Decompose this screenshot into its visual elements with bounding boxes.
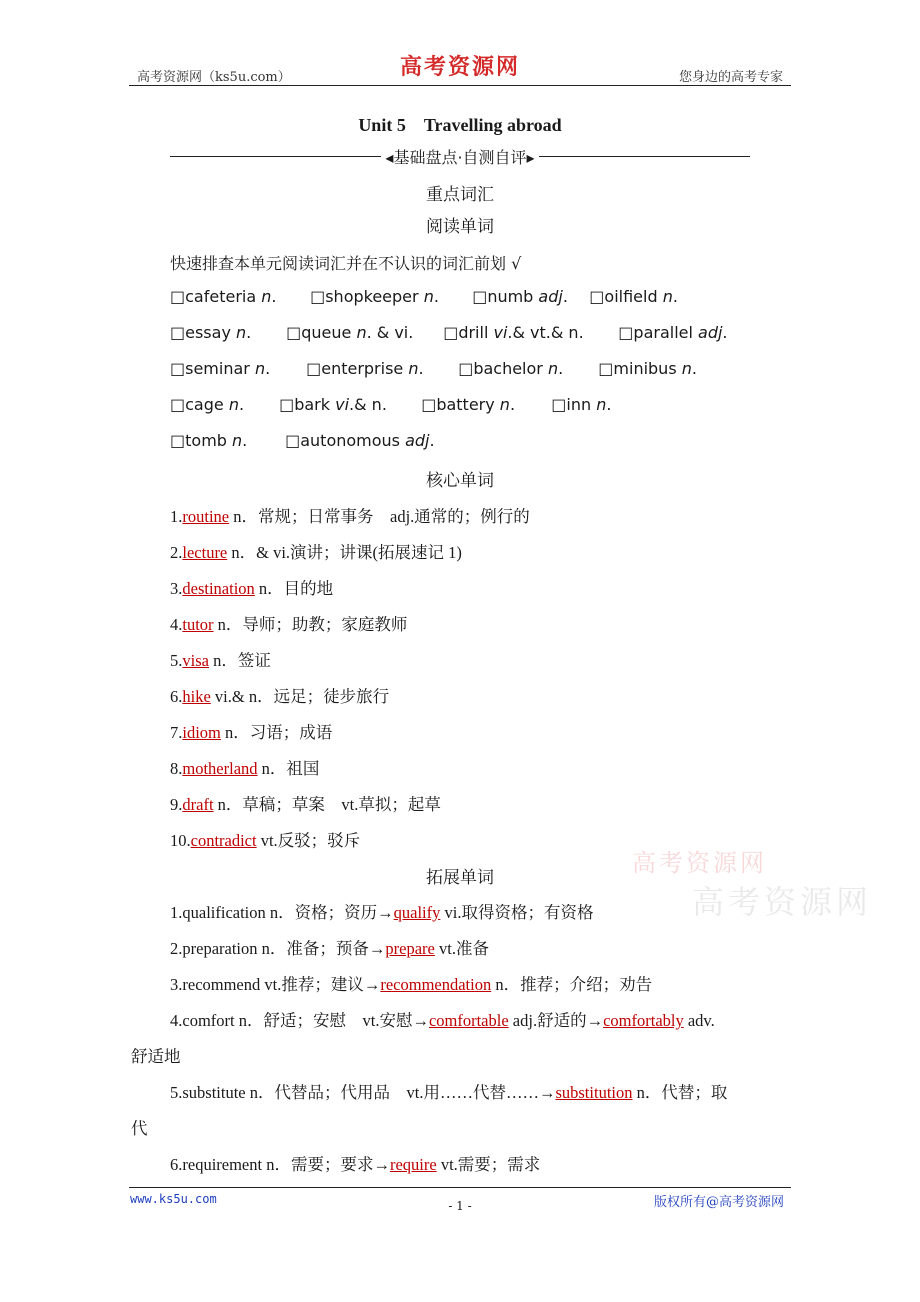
core-item: 2.lecture n．& vi.演讲；讲课(拓展速记 1): [170, 543, 462, 562]
checkbox-icon[interactable]: □: [618, 323, 634, 342]
header-rule: [129, 85, 791, 86]
banner-left-rule: [170, 156, 381, 157]
checkbox-icon[interactable]: □: [589, 287, 605, 306]
reading-word[interactable]: □bark vi.& n.: [279, 395, 387, 414]
unit-title: Unit 5 Travelling abroad: [358, 115, 562, 135]
answer-text: prepare: [385, 939, 435, 958]
reading-word[interactable]: □seminar n.: [170, 359, 271, 378]
checkbox-icon[interactable]: □: [310, 287, 326, 306]
checkbox-icon[interactable]: □: [551, 395, 567, 414]
reading-row: [170, 395, 611, 414]
core-item: 5.visa n．签证: [170, 651, 271, 670]
answer-text: destination: [182, 579, 255, 598]
reading-word[interactable]: □enterprise n.: [306, 359, 424, 378]
checkbox-icon[interactable]: □: [170, 359, 186, 378]
checkbox-icon[interactable]: □: [598, 359, 614, 378]
reading-row: [170, 359, 697, 378]
checkbox-icon[interactable]: □: [421, 395, 437, 414]
reading-word[interactable]: □battery n.: [421, 395, 516, 414]
core-item: 6.hike vi.& n．远足；徒步旅行: [170, 687, 390, 706]
footer-rule: [129, 1187, 791, 1188]
watermark: [632, 843, 882, 923]
reading-row: [170, 431, 435, 450]
reading-word[interactable]: □shopkeeper n.: [310, 287, 439, 306]
reading-word[interactable]: □oilfield n.: [589, 287, 678, 306]
answer-text: hike: [182, 687, 211, 706]
reading-word[interactable]: □numb adj.: [472, 287, 568, 306]
reading-word[interactable]: □bachelor n.: [458, 359, 564, 378]
answer-text: comfortable: [428, 1011, 509, 1030]
reading-word[interactable]: □queue n. & vi.: [286, 323, 414, 342]
core-item: 4.tutor n．导师；助教；家庭教师: [170, 615, 408, 634]
watermark-line-2: 高考资源网: [692, 883, 873, 921]
checkbox-icon[interactable]: □: [443, 323, 459, 342]
reading-word[interactable]: □minibus n.: [598, 359, 697, 378]
heading-extended-words: 拓展单词: [426, 868, 494, 888]
reading-row: [170, 323, 728, 342]
reading-word[interactable]: □cafeteria n.: [170, 287, 277, 306]
answer-text: idiom: [182, 723, 221, 742]
page-number: - 1 -: [448, 1199, 472, 1213]
checkbox-icon[interactable]: □: [170, 395, 186, 414]
watermark-line-1: 高考资源网: [632, 849, 767, 877]
answer-text: contradict: [190, 831, 257, 850]
heading-core-words: 核心单词: [426, 471, 494, 491]
reading-word[interactable]: □drill vi.& vt.& n.: [443, 323, 584, 342]
answer-text: visa: [182, 651, 209, 670]
reading-row: [170, 287, 678, 306]
answer-text: tutor: [182, 615, 214, 634]
core-item: 9.draft n．草稿；草案 vt.草拟；起草: [170, 795, 441, 814]
section-banner: [170, 145, 750, 167]
answer-text: motherland: [182, 759, 258, 778]
extended-item-continuation: 舒适地: [131, 1047, 181, 1066]
answer-text: substitution: [555, 1083, 633, 1102]
checkbox-icon[interactable]: □: [170, 431, 186, 450]
core-item: 7.idiom n．习语；成语: [170, 723, 333, 742]
checkbox-icon[interactable]: □: [306, 359, 322, 378]
banner-right-rule: [539, 156, 750, 157]
extended-item: 1.qualification n．资格；资历→qualify vi.取得资格；有资格: [170, 903, 594, 922]
core-item: 1.routine n．常规；日常事务 adj.通常的；例行的: [170, 507, 530, 526]
checkbox-icon[interactable]: □: [285, 431, 301, 450]
reading-word[interactable]: □inn n.: [551, 395, 612, 414]
extended-item: 3.recommend vt.推荐；建议→recommendation n．推荐；介绍；劝告: [170, 975, 653, 994]
reading-word[interactable]: □autonomous adj.: [285, 431, 435, 450]
answer-text: qualify: [393, 903, 441, 922]
reading-word[interactable]: □parallel adj.: [618, 323, 728, 342]
reading-word[interactable]: □cage n.: [170, 395, 245, 414]
instruction: 快速排查本单元阅读词汇并在不认识的词汇前划 √: [170, 254, 522, 273]
reading-word[interactable]: □essay n.: [170, 323, 252, 342]
footer-link[interactable]: www.ks5u.com: [130, 1192, 217, 1206]
heading-key-vocab: 重点词汇: [426, 185, 494, 205]
answer-text: draft: [182, 795, 214, 814]
header-logo: 高考资源网: [399, 54, 520, 80]
answer-text: lecture: [182, 543, 228, 562]
extended-item: 5.substitute n．代替品；代用品 vt.用……代替……→substitution n．代替；取: [170, 1083, 728, 1102]
checkbox-icon[interactable]: □: [458, 359, 474, 378]
header-slogan: 您身边的高考专家: [678, 70, 783, 85]
checkbox-icon[interactable]: □: [170, 323, 186, 342]
header-source: 高考资源网（ks5u.com）: [137, 70, 291, 85]
heading-reading-words: 阅读单词: [426, 217, 494, 237]
core-item: 10.contradict vt.反驳；驳斥: [170, 831, 361, 850]
checkbox-icon[interactable]: □: [279, 395, 295, 414]
answer-text: comfortably: [603, 1011, 684, 1030]
checkbox-icon[interactable]: □: [170, 287, 186, 306]
extended-item: 6.requirement n．需要；要求→require vt.需要；需求: [170, 1155, 541, 1174]
extended-item: 4.comfort n．舒适；安慰 vt.安慰→comfortable adj.舒适的→comfortably adv.: [170, 1011, 715, 1030]
answer-text: routine: [182, 507, 230, 526]
core-item: 3.destination n．目的地: [170, 579, 334, 598]
checkbox-icon[interactable]: □: [472, 287, 488, 306]
checkbox-icon[interactable]: □: [286, 323, 302, 342]
extended-item-continuation: 代: [131, 1119, 148, 1138]
extended-item: 2.preparation n．准备；预备→prepare vt.准备: [170, 939, 489, 958]
answer-text: recommendation: [380, 975, 492, 994]
footer-copyright: 版权所有@高考资源网: [653, 1195, 784, 1210]
answer-text: require: [389, 1155, 437, 1174]
core-item: 8.motherland n．祖国: [170, 759, 320, 778]
reading-word[interactable]: □tomb n.: [170, 431, 248, 450]
banner-text: ◂基础盘点·自测自评▸: [385, 147, 535, 167]
